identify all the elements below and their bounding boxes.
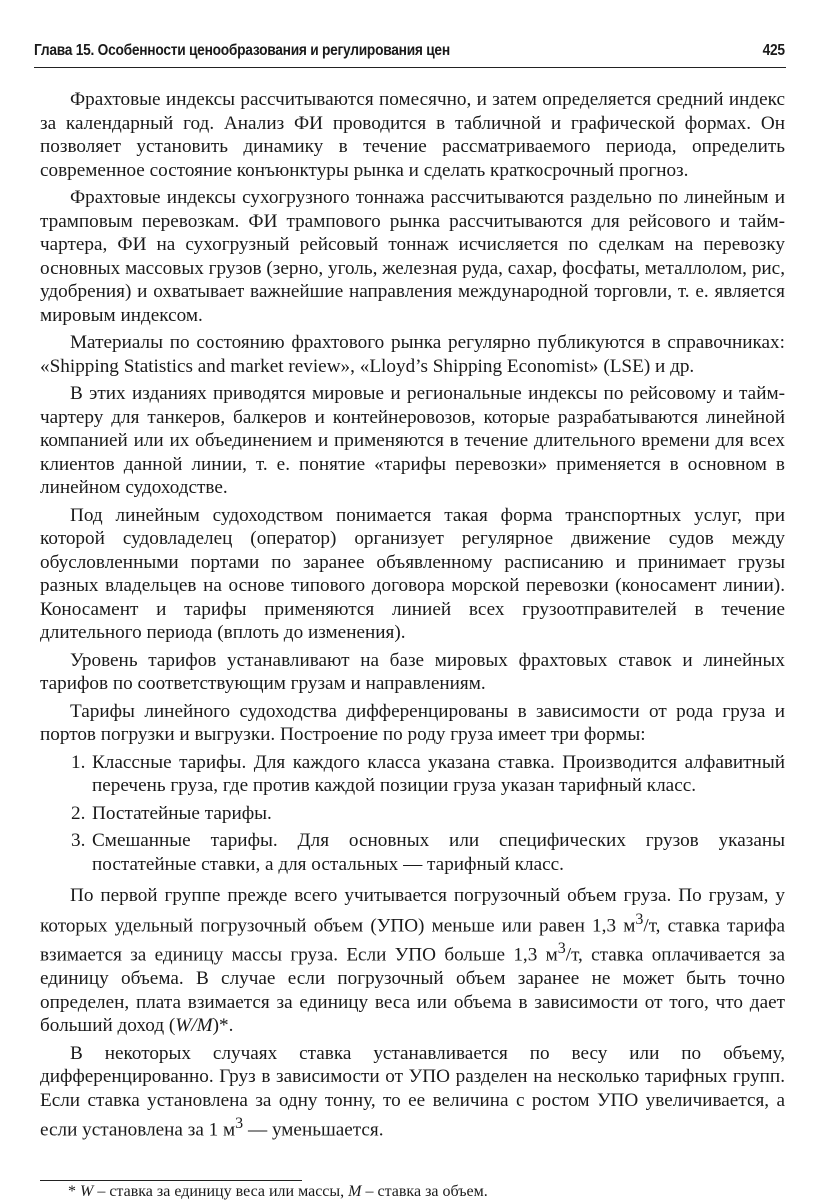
text-run: – ставка за единицу веса или массы, xyxy=(93,1183,349,1200)
running-head xyxy=(34,42,785,66)
paragraph: Под линейным судоходством понимается такая форма транспортных услуг, при которой судовладелец (оператор) организует регулярное движение судов между обусловленными портами по заранее объявленному расписанию и принимает грузы разных владельцев на основе типового договора морской перевозки (коносамент линии). Коносамент и тарифы применяются линией всех грузоотправителей в течение длительного периода (вплоть до изменения). xyxy=(40,504,785,643)
text-run: )*. xyxy=(212,1015,234,1037)
list-item xyxy=(40,829,785,876)
text-run: – ставка за объем. xyxy=(361,1183,488,1200)
superscript: 3 xyxy=(635,910,644,928)
footnote-marker: * xyxy=(68,1183,80,1200)
paragraph xyxy=(40,1042,785,1142)
superscript: 3 xyxy=(557,940,566,958)
text-run: /т, ставка тарифа взимается за единицу массы груза. Если УПО больше 1,3 м xyxy=(40,914,785,966)
text-run: /т, ставка оплачивается за единицу объема. В случае если погрузочный объем заранее не может быть точно определен, плата взимается за единицу веса или объема в зависимости от того, что дает больший доход ( xyxy=(40,944,785,1037)
chapter-title: Глава 15. Особенности ценообразования и регулирования цен xyxy=(34,42,450,59)
wm-formula: W/M xyxy=(175,1015,213,1037)
paragraph: Фрахтовые индексы сухогрузного тоннажа рассчитываются раздельно по линейным и трамповым перевозкам. ФИ трампового рынка рассчитываются для рейсового и тайм-чартера, ФИ на сухогрузный рейсовый тоннаж исчисляется по сделкам на перевозку основных массовых грузов (зерно, уголь, железная руда, сахар, фосфаты, металлолом, рис, удобрения) и охватывает важнейшие направления международной торговли, т. е. является мировым индексом. xyxy=(40,187,785,326)
list-item-number: 3. xyxy=(71,830,86,851)
list-item-number: 1. xyxy=(71,751,86,773)
w-symbol: W xyxy=(80,1183,94,1200)
paragraph: Фрахтовые индексы рассчитываются помесячно, и затем определяется средний индекс за календарный год. Анализ ФИ проводится в табличной и графической формах. Он позволяет установить динамику в течение рассматриваемого периода, определить современное состояние конъюнктуры рынка и сделать краткосрочный прогноз. xyxy=(40,89,785,181)
list-item-text: Классные тарифы. Для каждого класса указана ставка. Производится алфавитный перечень груза, где против каждой позиции груза указан тарифный класс. xyxy=(92,751,785,796)
footnote xyxy=(68,1183,488,1201)
body-text xyxy=(40,88,785,1146)
list-item xyxy=(40,751,785,798)
text-run: По первой группе прежде всего учитывается погрузочный объем груза. По грузам, у которых удельный погрузочный объем (УПО) меньше или равен 1,3 м xyxy=(40,885,785,936)
text-run: — уменьшается. xyxy=(243,1119,384,1141)
text-run: В некоторых случаях ставка устанавливается по весу или по объему, дифференцированно. Груз в зависимости от УПО разделен на несколько тарифных групп. Если ставка установлена за одну тонну, то ее величина с ростом УПО увеличивается, а если установлена за 1 м xyxy=(40,1042,785,1141)
m-symbol: M xyxy=(348,1183,362,1200)
list-item-number: 2. xyxy=(71,802,86,824)
paragraph: Уровень тарифов устанавливают на базе мировых фрахтовых ставок и линейных тарифов по соответствующим грузам и направлениям. xyxy=(40,649,785,694)
paragraph: Тарифы линейного судоходства дифференцированы в зависимости от рода груза и портов погрузки и выгрузки. Построение по роду груза имеет три формы: xyxy=(40,700,785,745)
footnote-rule xyxy=(40,1180,302,1181)
list-item xyxy=(40,802,785,826)
paragraph: В этих изданиях приводятся мировые и региональные индексы по рейсовому и тайм-чартеру для танкеров, балкеров и контейнеровозов, которые разрабатываются линейной компанией или их объединением и применяются в течение длительного времени для всех клиентов данной линии, т. е. понятие «тарифы перевозки» применяется в основном в линейном судоходстве. xyxy=(40,383,785,498)
list-item-text: Постатейные тарифы. xyxy=(92,802,272,824)
tariff-forms-list xyxy=(40,751,785,877)
list-item-text: Смешанные тарифы. Для основных или специфических грузов указаны постатейные ставки, а для остальных — тарифный класс. xyxy=(92,830,785,875)
superscript: 3 xyxy=(235,1115,244,1133)
page-number: 425 xyxy=(762,42,785,59)
paragraph: Материалы по состоянию фрахтового рынка регулярно публикуются в справочниках: «Shipping Statistics and market review», «Lloyd’s Shipping Economist» (LSE) и др. xyxy=(40,332,785,377)
paragraph xyxy=(40,884,785,1038)
header-rule xyxy=(34,67,786,68)
